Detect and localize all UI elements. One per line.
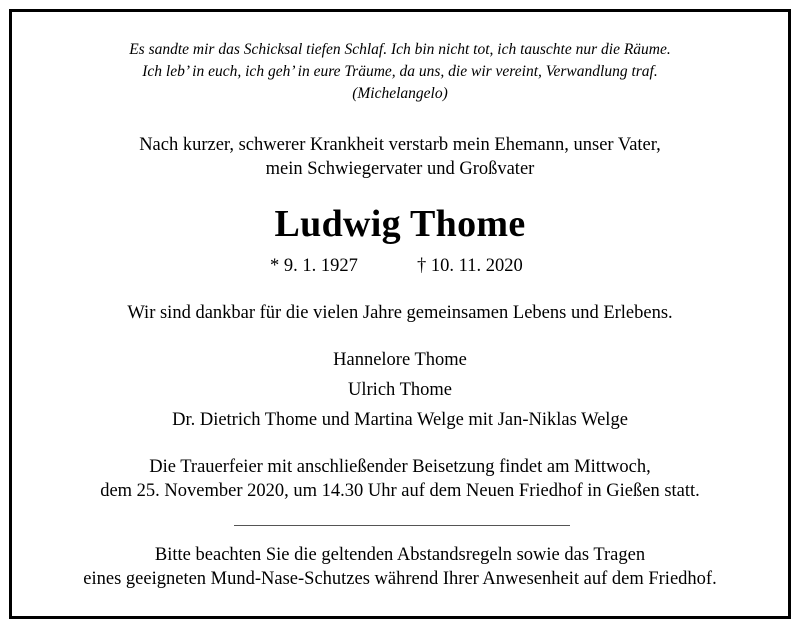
obituary-frame [9, 9, 791, 619]
obituary-content [12, 12, 788, 616]
mourner-2: Ulrich Thome [348, 380, 452, 400]
birth-date: * 9. 1. 1927 [270, 256, 358, 276]
footer-line-2: eines geeigneten Mund-Nase-Schutzes während Ihrer Anwesenheit auf dem Friedhof. [83, 569, 717, 589]
gratitude-text: Wir sind dankbar für die vielen Jahre gemeinsamen Lebens und Erlebens. [127, 303, 673, 323]
mourner-1: Hannelore Thome [333, 350, 467, 370]
mourner-3: Dr. Dietrich Thome und Martina Welge mit Jan-Niklas Welge [172, 410, 628, 430]
quote-author: (Michelangelo) [352, 85, 448, 102]
footer-line-1: Bitte beachten Sie die geltenden Abstandsregeln sowie das Tragen [154, 545, 646, 565]
divider-line [234, 525, 570, 526]
death-date: † 10. 11. 2020 [417, 256, 523, 276]
intro-line-2: mein Schwiegervater und Großvater [265, 159, 535, 179]
deceased-name: Ludwig Thome [274, 203, 526, 245]
life-dates [12, 254, 788, 278]
funeral-line-2: dem 25. November 2020, um 14.30 Uhr auf dem Neuen Friedhof in Gießen statt. [100, 481, 700, 501]
intro-line-1: Nach kurzer, schwerer Krankheit verstarb mein Ehemann, unser Vater, [139, 135, 661, 155]
quote-line-1: Es sandte mir das Schicksal tiefen Schlaf. Ich bin nicht tot, ich tauschte nur die Räume. [129, 41, 671, 58]
funeral-line-1: Die Trauerfeier mit anschließender Beisetzung findet am Mittwoch, [149, 457, 651, 477]
quote-line-2: Ich leb’ in euch, ich geh’ in eure Träume, da uns, die wir vereint, Verwandlung traf. [142, 63, 658, 80]
